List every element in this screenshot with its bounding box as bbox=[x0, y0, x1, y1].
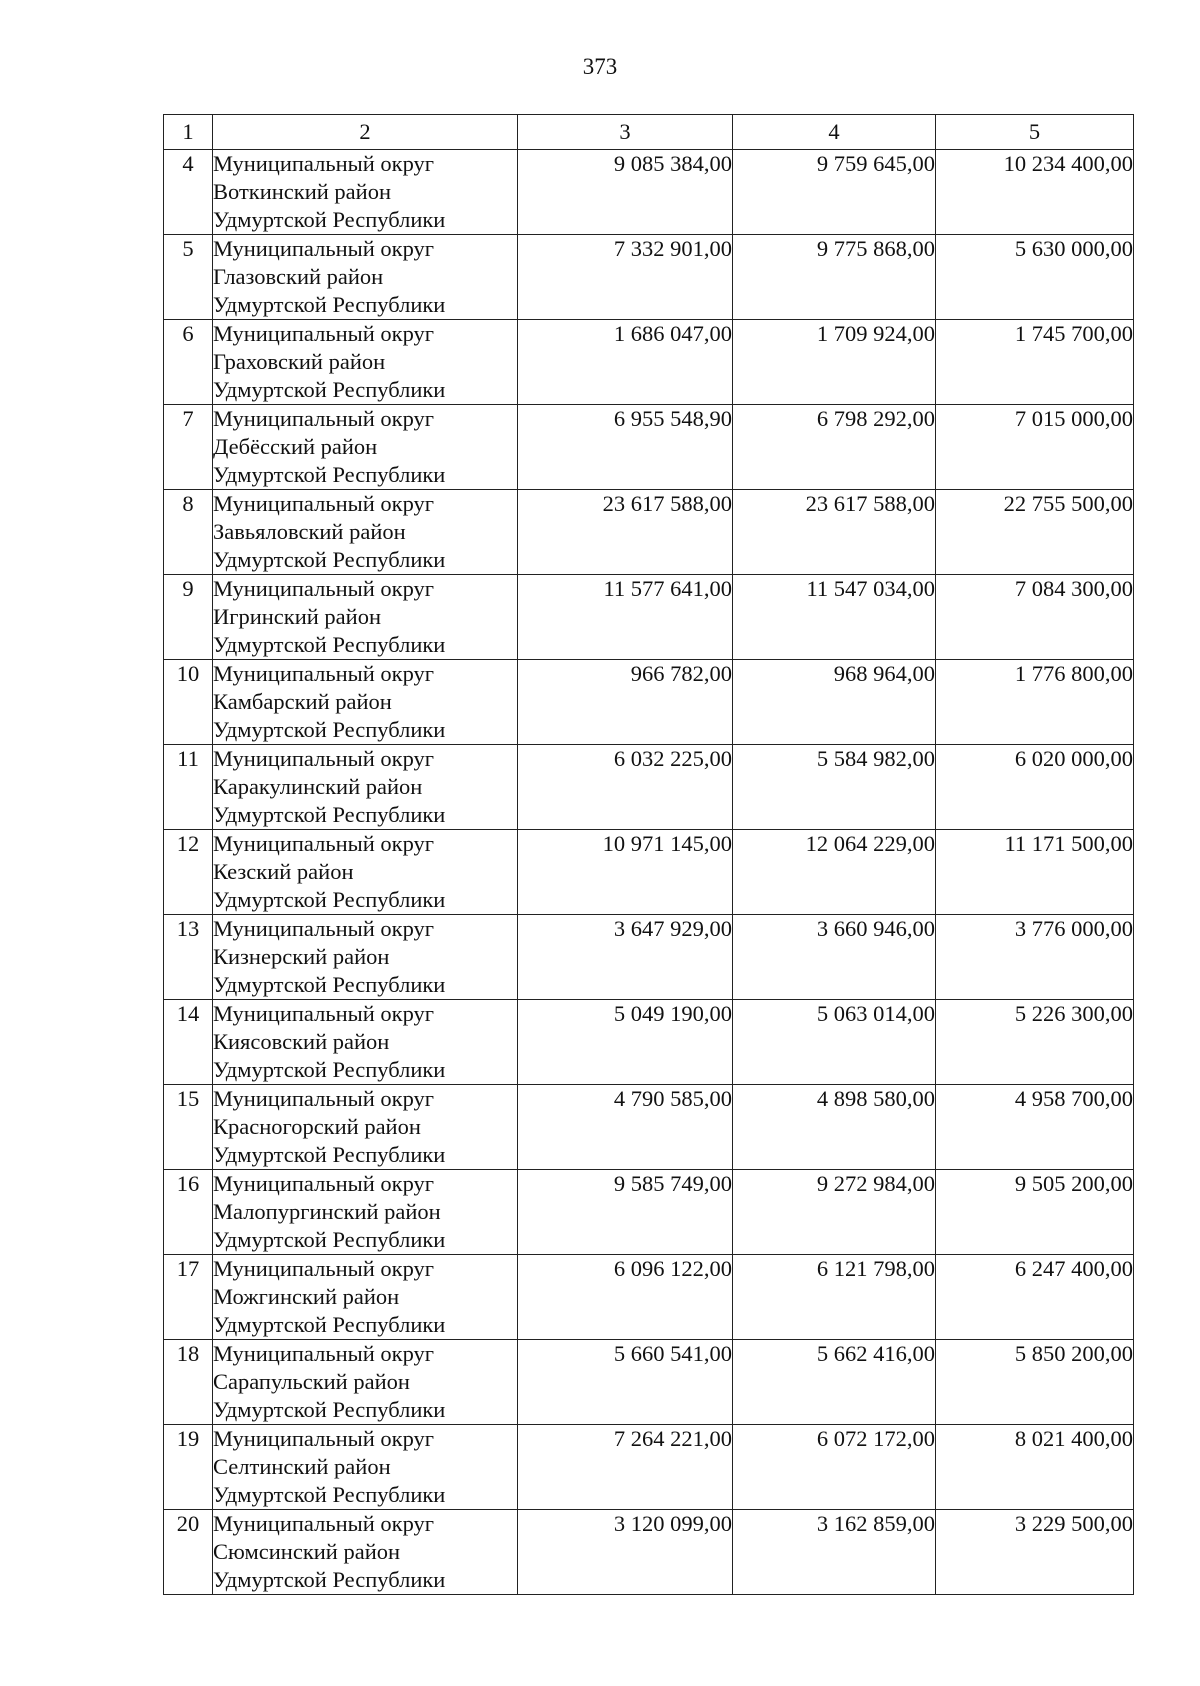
municipality-name-line: Удмуртской Республики bbox=[213, 887, 446, 912]
table-row bbox=[164, 1085, 1134, 1170]
municipality-name bbox=[213, 235, 518, 320]
municipality-name-line: Удмуртской Республики bbox=[213, 547, 446, 572]
value-column-5: 11 171 500,00 bbox=[936, 830, 1134, 915]
table-row bbox=[164, 490, 1134, 575]
table-row bbox=[164, 320, 1134, 405]
municipality-name bbox=[213, 575, 518, 660]
value-column-5: 3 229 500,00 bbox=[936, 1510, 1134, 1595]
value-column-3: 11 577 641,00 bbox=[518, 575, 733, 660]
value-column-4: 4 898 580,00 bbox=[733, 1085, 936, 1170]
municipality-name-line: Киясовский район bbox=[213, 1029, 390, 1054]
value-column-5: 7 015 000,00 bbox=[936, 405, 1134, 490]
municipality-name bbox=[213, 1170, 518, 1255]
value-column-4: 6 072 172,00 bbox=[733, 1425, 936, 1510]
table-header-row bbox=[164, 115, 1134, 150]
municipality-name bbox=[213, 830, 518, 915]
table-row bbox=[164, 150, 1134, 235]
value-column-3: 7 332 901,00 bbox=[518, 235, 733, 320]
municipality-name-line: Можгинский район bbox=[213, 1284, 400, 1309]
municipality-name-line: Удмуртской Республики bbox=[213, 1567, 446, 1592]
value-column-4: 9 272 984,00 bbox=[733, 1170, 936, 1255]
value-column-5: 1 745 700,00 bbox=[936, 320, 1134, 405]
table-row bbox=[164, 1425, 1134, 1510]
municipality-name bbox=[213, 1425, 518, 1510]
value-column-5: 8 021 400,00 bbox=[936, 1425, 1134, 1510]
municipality-name-line: Глазовский район bbox=[213, 264, 384, 289]
row-number: 9 bbox=[164, 575, 213, 660]
municipality-name-line: Дебёсский район bbox=[213, 434, 378, 459]
municipality-name-line: Удмуртской Республики bbox=[213, 207, 446, 232]
municipality-name-line: Удмуртской Республики bbox=[213, 292, 446, 317]
value-column-4: 1 709 924,00 bbox=[733, 320, 936, 405]
value-column-4: 11 547 034,00 bbox=[733, 575, 936, 660]
table-row bbox=[164, 405, 1134, 490]
municipality-name-line: Малопургинский район bbox=[213, 1199, 441, 1224]
municipality-name-line: Муниципальный округ bbox=[213, 491, 435, 516]
value-column-3: 6 955 548,90 bbox=[518, 405, 733, 490]
value-column-4: 9 775 868,00 bbox=[733, 235, 936, 320]
value-column-3: 10 971 145,00 bbox=[518, 830, 733, 915]
value-column-3: 6 032 225,00 bbox=[518, 745, 733, 830]
municipality-name-line: Граховский район bbox=[213, 349, 386, 374]
value-column-4: 5 662 416,00 bbox=[733, 1340, 936, 1425]
row-number: 11 bbox=[164, 745, 213, 830]
value-column-3: 23 617 588,00 bbox=[518, 490, 733, 575]
municipality-name-line: Муниципальный округ bbox=[213, 236, 435, 261]
municipality-name-line: Сюмсинский район bbox=[213, 1539, 401, 1564]
municipality-name-line: Воткинский район bbox=[213, 179, 392, 204]
value-column-3: 3 647 929,00 bbox=[518, 915, 733, 1000]
municipality-name-line: Удмуртской Республики bbox=[213, 802, 446, 827]
municipality-name-line: Муниципальный округ bbox=[213, 1341, 435, 1366]
row-number: 16 bbox=[164, 1170, 213, 1255]
value-column-5: 10 234 400,00 bbox=[936, 150, 1134, 235]
municipality-name-line: Кизнерский район bbox=[213, 944, 390, 969]
budget-table bbox=[163, 114, 1134, 1595]
municipality-name-line: Муниципальный округ bbox=[213, 1171, 435, 1196]
table-row bbox=[164, 1000, 1134, 1085]
value-column-4: 6 121 798,00 bbox=[733, 1255, 936, 1340]
municipality-name-line: Удмуртской Республики bbox=[213, 377, 446, 402]
column-header-3: 3 bbox=[518, 115, 733, 150]
table-row bbox=[164, 745, 1134, 830]
table-row bbox=[164, 1510, 1134, 1595]
table-row bbox=[164, 660, 1134, 745]
row-number: 5 bbox=[164, 235, 213, 320]
column-header-5: 5 bbox=[936, 115, 1134, 150]
municipality-name-line: Удмуртской Республики bbox=[213, 1482, 446, 1507]
municipality-name-line: Удмуртской Республики bbox=[213, 462, 446, 487]
municipality-name-line: Кезский район bbox=[213, 859, 354, 884]
column-header-2: 2 bbox=[213, 115, 518, 150]
value-column-3: 6 096 122,00 bbox=[518, 1255, 733, 1340]
municipality-name-line: Красногорский район bbox=[213, 1114, 421, 1139]
value-column-3: 5 660 541,00 bbox=[518, 1340, 733, 1425]
value-column-4: 3 162 859,00 bbox=[733, 1510, 936, 1595]
row-number: 15 bbox=[164, 1085, 213, 1170]
municipality-name-line: Муниципальный округ bbox=[213, 1426, 435, 1451]
municipality-name bbox=[213, 1510, 518, 1595]
table-row bbox=[164, 575, 1134, 660]
municipality-name-line: Завьяловский район bbox=[213, 519, 406, 544]
table-row bbox=[164, 915, 1134, 1000]
value-column-3: 9 085 384,00 bbox=[518, 150, 733, 235]
municipality-name-line: Муниципальный округ bbox=[213, 1001, 435, 1026]
municipality-name-line: Муниципальный округ bbox=[213, 831, 435, 856]
value-column-5: 9 505 200,00 bbox=[936, 1170, 1134, 1255]
municipality-name-line: Удмуртской Республики bbox=[213, 1057, 446, 1082]
municipality-name bbox=[213, 320, 518, 405]
row-number: 12 bbox=[164, 830, 213, 915]
municipality-name-line: Удмуртской Республики bbox=[213, 1312, 446, 1337]
value-column-4: 23 617 588,00 bbox=[733, 490, 936, 575]
municipality-name bbox=[213, 1085, 518, 1170]
municipality-name-line: Муниципальный округ bbox=[213, 1086, 435, 1111]
municipality-name-line: Удмуртской Республики bbox=[213, 717, 446, 742]
value-column-5: 4 958 700,00 bbox=[936, 1085, 1134, 1170]
municipality-name bbox=[213, 150, 518, 235]
value-column-5: 5 850 200,00 bbox=[936, 1340, 1134, 1425]
municipality-name-line: Удмуртской Республики bbox=[213, 1142, 446, 1167]
value-column-4: 9 759 645,00 bbox=[733, 150, 936, 235]
value-column-3: 4 790 585,00 bbox=[518, 1085, 733, 1170]
row-number: 8 bbox=[164, 490, 213, 575]
row-number: 7 bbox=[164, 405, 213, 490]
municipality-name-line: Муниципальный округ bbox=[213, 1256, 435, 1281]
municipality-name bbox=[213, 1340, 518, 1425]
row-number: 4 bbox=[164, 150, 213, 235]
value-column-5: 6 020 000,00 bbox=[936, 745, 1134, 830]
municipality-name-line: Муниципальный округ bbox=[213, 151, 435, 176]
municipality-name bbox=[213, 490, 518, 575]
page-number: 373 bbox=[582, 54, 618, 79]
municipality-name-line: Муниципальный округ bbox=[213, 916, 435, 941]
municipality-name-line: Муниципальный округ bbox=[213, 321, 435, 346]
value-column-4: 6 798 292,00 bbox=[733, 405, 936, 490]
municipality-name bbox=[213, 745, 518, 830]
municipality-name-line: Муниципальный округ bbox=[213, 576, 435, 601]
value-column-4: 5 584 982,00 bbox=[733, 745, 936, 830]
municipality-name-line: Удмуртской Республики bbox=[213, 972, 446, 997]
municipality-name bbox=[213, 405, 518, 490]
value-column-3: 5 049 190,00 bbox=[518, 1000, 733, 1085]
municipality-name bbox=[213, 1000, 518, 1085]
row-number: 10 bbox=[164, 660, 213, 745]
row-number: 20 bbox=[164, 1510, 213, 1595]
municipality-name-line: Камбарский район bbox=[213, 689, 392, 714]
table-row bbox=[164, 1170, 1134, 1255]
value-column-5: 1 776 800,00 bbox=[936, 660, 1134, 745]
value-column-3: 3 120 099,00 bbox=[518, 1510, 733, 1595]
municipality-name bbox=[213, 1255, 518, 1340]
table-row bbox=[164, 1255, 1134, 1340]
municipality-name bbox=[213, 660, 518, 745]
value-column-5: 6 247 400,00 bbox=[936, 1255, 1134, 1340]
row-number: 14 bbox=[164, 1000, 213, 1085]
municipality-name-line: Удмуртской Республики bbox=[213, 1397, 446, 1422]
value-column-5: 22 755 500,00 bbox=[936, 490, 1134, 575]
value-column-5: 7 084 300,00 bbox=[936, 575, 1134, 660]
value-column-3: 9 585 749,00 bbox=[518, 1170, 733, 1255]
value-column-3: 7 264 221,00 bbox=[518, 1425, 733, 1510]
value-column-5: 5 630 000,00 bbox=[936, 235, 1134, 320]
value-column-4: 5 063 014,00 bbox=[733, 1000, 936, 1085]
table-row bbox=[164, 1340, 1134, 1425]
municipality-name-line: Сарапульский район bbox=[213, 1369, 410, 1394]
table-row bbox=[164, 830, 1134, 915]
municipality-name bbox=[213, 915, 518, 1000]
value-column-5: 5 226 300,00 bbox=[936, 1000, 1134, 1085]
row-number: 6 bbox=[164, 320, 213, 405]
municipality-name-line: Муниципальный округ bbox=[213, 406, 435, 431]
row-number: 13 bbox=[164, 915, 213, 1000]
municipality-name-line: Удмуртской Республики bbox=[213, 1227, 446, 1252]
value-column-4: 968 964,00 bbox=[733, 660, 936, 745]
row-number: 17 bbox=[164, 1255, 213, 1340]
municipality-name-line: Селтинский район bbox=[213, 1454, 391, 1479]
column-header-4: 4 bbox=[733, 115, 936, 150]
municipality-name-line: Муниципальный округ bbox=[213, 746, 435, 771]
value-column-3: 966 782,00 bbox=[518, 660, 733, 745]
column-header-1: 1 bbox=[164, 115, 213, 150]
value-column-4: 12 064 229,00 bbox=[733, 830, 936, 915]
municipality-name-line: Игринский район bbox=[213, 604, 382, 629]
value-column-4: 3 660 946,00 bbox=[733, 915, 936, 1000]
municipality-name-line: Муниципальный округ bbox=[213, 661, 435, 686]
row-number: 18 bbox=[164, 1340, 213, 1425]
municipality-name-line: Каракулинский район bbox=[213, 774, 423, 799]
municipality-name-line: Муниципальный округ bbox=[213, 1511, 435, 1536]
row-number: 19 bbox=[164, 1425, 213, 1510]
value-column-3: 1 686 047,00 bbox=[518, 320, 733, 405]
value-column-5: 3 776 000,00 bbox=[936, 915, 1134, 1000]
municipality-name-line: Удмуртской Республики bbox=[213, 632, 446, 657]
table-row bbox=[164, 235, 1134, 320]
